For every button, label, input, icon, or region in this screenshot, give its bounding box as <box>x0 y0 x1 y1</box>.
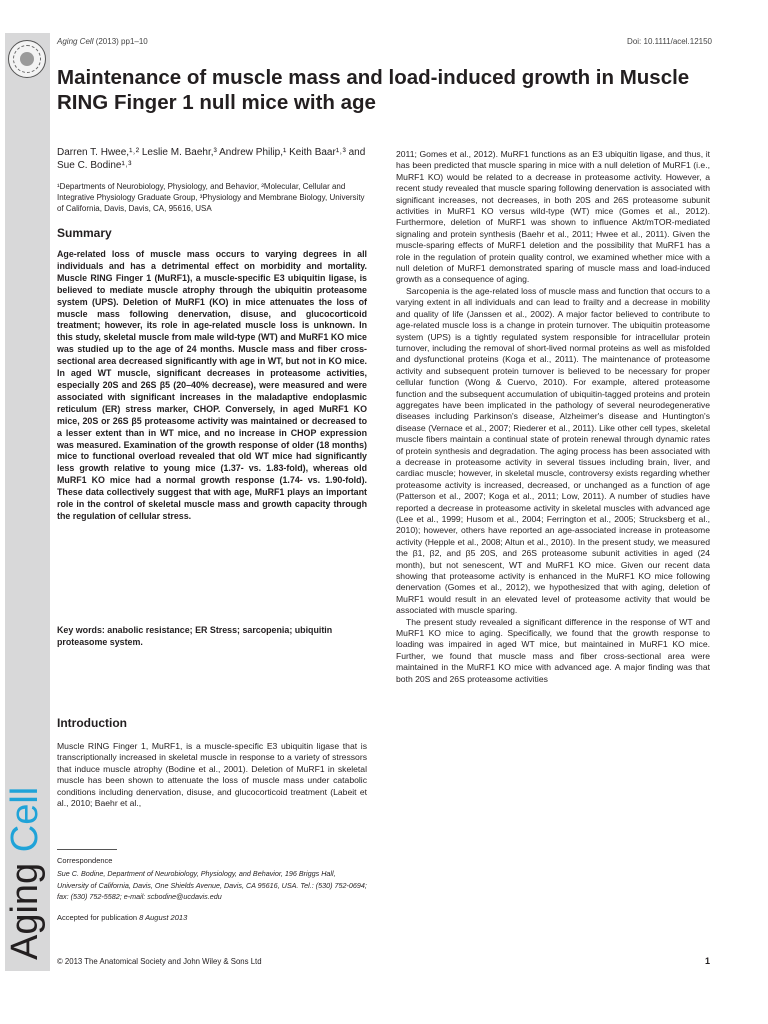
introduction-heading: Introduction <box>57 716 127 730</box>
accepted-date-line <box>57 913 187 922</box>
summary-abstract: Age-related loss of muscle mass occurs to varying degrees in all individuals and has a detrimental effect on morbidity and mortality. Muscle RING Finger 1 (MuRF1), a muscle-specific E3 ubiquitin ligase, is believed to mediate muscle atrophy through the ubiquitin proteasome system (UPS). Deletion of MuRF1 (KO) in mice attenuates the loss of muscle mass following denervation, disuse, and glucocorticoid treatment; however, its role in age-related muscle loss is unknown. In this study, skeletal muscle from male wild-type (WT) and MuRF1 KO mice was studied up to the age of 24 months. Muscle mass and fiber cross-sectional area decreased significantly with age in WT, but not in KO mice. In aged WT muscle, significant decreases in proteasome activities, especially 20S and 26S β5 (20–40% decrease), were measured and were associated with significant increases in the maladaptive endoplasmic reticulum (ER) stress marker, CHOP. Conversely, in aged MuRF1 KO mice, 20S or 26S β5 proteasome activity was maintained or decreased to a lesser extent than in WT mice, and no increase in CHOP expression was measured. Examination of the growth response of older (18 months) mice to functional overload revealed that old WT mice had significantly less growth relative to young mice (1.37- vs. 1.83-fold), whereas old MuRF1 KO mice had a normal growth response (1.74- vs. 1.90-fold). These data collectively suggest that with age, MuRF1 plays an important role in the control of skeletal muscle mass and growth capacity through the regulation of cellular stress. <box>57 249 367 521</box>
introduction-paragraph: Muscle RING Finger 1, MuRF1, is a muscle-specific E3 ubiquitin ligase that is transcriptionally increased in skeletal muscle in response to a variety of stressors that induce muscle atrophy (Bodine et al., 2001). Deletion of MuRF1 in skeletal muscle has been shown to attenuate the loss of muscle mass under catabolic conditions including denervation, disuse, and glucocorticoid treatment (Labeit et al., 2010; Baehr et al., <box>57 741 367 809</box>
author-list: Darren T. Hwee,¹˒² Leslie M. Baehr,³ Andrew Philip,¹ Keith Baar¹˒³ and Sue C. Bodine¹˒³ <box>57 147 366 171</box>
body-paragraph-2: Sarcopenia is the age-related loss of muscle mass and function that occurs to a varying extent in all individuals and can lead to frailty and a decrease in mobility and quality of life (Janssen et al., 2002). A major factor believed to contribute to age-related muscle loss is a change in protein turnover. The ubiquitin proteasome system (UPS) is a tightly regulated system responsible for intracellular protein turnover, including the removal of short-lived normal proteins as well as misfolded and dysfunctional proteins (Koga et al., 2011). The maintenance of proteasome activity and subsequent protein turnover is believed to be necessary for proper cellular function (Wong & Cuervo, 2010). For example, altered proteasome function and the subsequent accumulation of ubiquitin-tagged proteins and protein aggregates have been implicated in the pathology of several neurodegenerative diseases including Parkinson's disease, Alzheimer's disease and Huntington's disease (Vernace et al., 2007; Riederer et al., 2011). Like other cell types, skeletal muscle fibers maintain a continual state of protein renewal through dynamic rates of protein synthesis and degradation. The aging process has been associated with a decrease in proteasome activity in several tissues including brain, liver, and cardiac muscle; however, in skeletal muscle, controversy exists regarding whether proteasome activity is increased, decreased, or unchanged as a function of age (Patterson et al., 2007; Koga et al., 2011; Low, 2011). A number of studies have reported a decrease in proteasome activity in skeletal muscles with advanced age (Lee et al., 1999; Husom et al., 2004; Ferrington et al., 2005; Strucksberg et al., 2010); however, others have reported an age-associated increase in proteasome activity (Hepple et al., 2008; Altun et al., 2010). In the present study, we measured the β1, β2, and β5 20S, and 26S proteasome subunit activities in aged (24 month), but not senescent, WT and MuRF1 KO mice. Given our recent data showing that proteasome activity is enhanced in the MuRF1 KO mice following denervation (Gomes et al., 2012), we hypothesized that with aging, deletion of MuRF1 would result in an elevated level of proteasome activity that would be associated with muscle sparing. <box>396 285 710 616</box>
body-paragraph-3: The present study revealed a significant difference in the response of WT and MuRF1 KO mice to aging. Specifically, we found that the growth response to loading was impaired in aged WT mice, but maintained in MuRF1 KO mice. Further, we found that muscle mass and fiber cross-sectional area were maintained in the MuRF1 KO mice with advanced age. A major finding was that both 20S and 26S proteasome activities <box>396 616 710 684</box>
keywords: Key words: anabolic resistance; ER Stress; sarcopenia; ubiquitin proteasome system. <box>57 625 333 647</box>
seal-emblem <box>20 52 34 66</box>
accepted-date: 8 August 2013 <box>139 913 188 922</box>
summary-heading: Summary <box>57 226 112 240</box>
running-head-citation <box>57 37 148 46</box>
citation-years-pages: (2013) pp1–10 <box>93 37 148 46</box>
journal-brand-vertical <box>2 770 48 960</box>
correspondence-rule <box>57 849 117 850</box>
page-number: 1 <box>704 956 710 966</box>
copyright-footer: © 2013 The Anatomical Society and John Wiley & Sons Ltd <box>57 957 262 966</box>
correspondence-address: Sue C. Bodine, Department of Neurobiology, Physiology, and Behavior, 196 Briggs Hall, University of California, Davis, One Shields Avenue, Davis, CA 95616, USA. Tel.: (530) 752-0694; fax: (530) 752-5582; e-mail: scbodine@ucdavis.edu <box>57 869 367 902</box>
brand-word-cell: Cell <box>4 786 46 853</box>
accepted-label: Accepted for publication <box>57 913 140 922</box>
author-affiliations: ¹Departments of Neurobiology, Physiology, and Behavior, ²Molecular, Cellular and Integrative Physiology Graduate Group, ³Physiology and Membrane Biology, University of California, Davis, Davis, CA, 95616, USA <box>57 182 365 213</box>
correspondence-label: Correspondence <box>57 856 113 865</box>
society-seal-logo <box>8 40 46 78</box>
article-title: Maintenance of muscle mass and load-induced growth in Muscle RING Finger 1 null mice with age <box>57 66 690 114</box>
brand-word-aging: Aging <box>4 852 46 960</box>
journal-name: Aging Cell <box>57 37 94 46</box>
body-paragraph-1: 2011; Gomes et al., 2012). MuRF1 functions as an E3 ubiquitin ligase, and thus, it has been predicted that muscle sparing in mice with a null deletion of MuRF1 (i.e., MuRF1 KO) would be related to a decrease in proteasome activity. However, a recent study revealed that muscle sparing following denervation is associated with significant increases, not decreases, in both 20S and 26S proteasome subunit activities in MuRF1 KO versus wild-type (WT) mice (Gomes et al., 2012). Furthermore, deletion of MuRF1 was shown to influence Akt/mTOR-mediated signaling and protein synthesis (Baehr et al., 2011; Hwee et al., 2011). Given the muscle-sparing effects of MuRF1 deletion and the possibility that MuRF1 has a role in the regulation of protein quality control, we examined whether mice with a null deletion of MuRF1 demonstrated sparing of muscle mass and load-induced growth as a consequence of aging. <box>396 149 710 285</box>
doi-label: Doi: 10.1111/acel.12150 <box>627 37 712 46</box>
right-column-body <box>396 149 710 685</box>
